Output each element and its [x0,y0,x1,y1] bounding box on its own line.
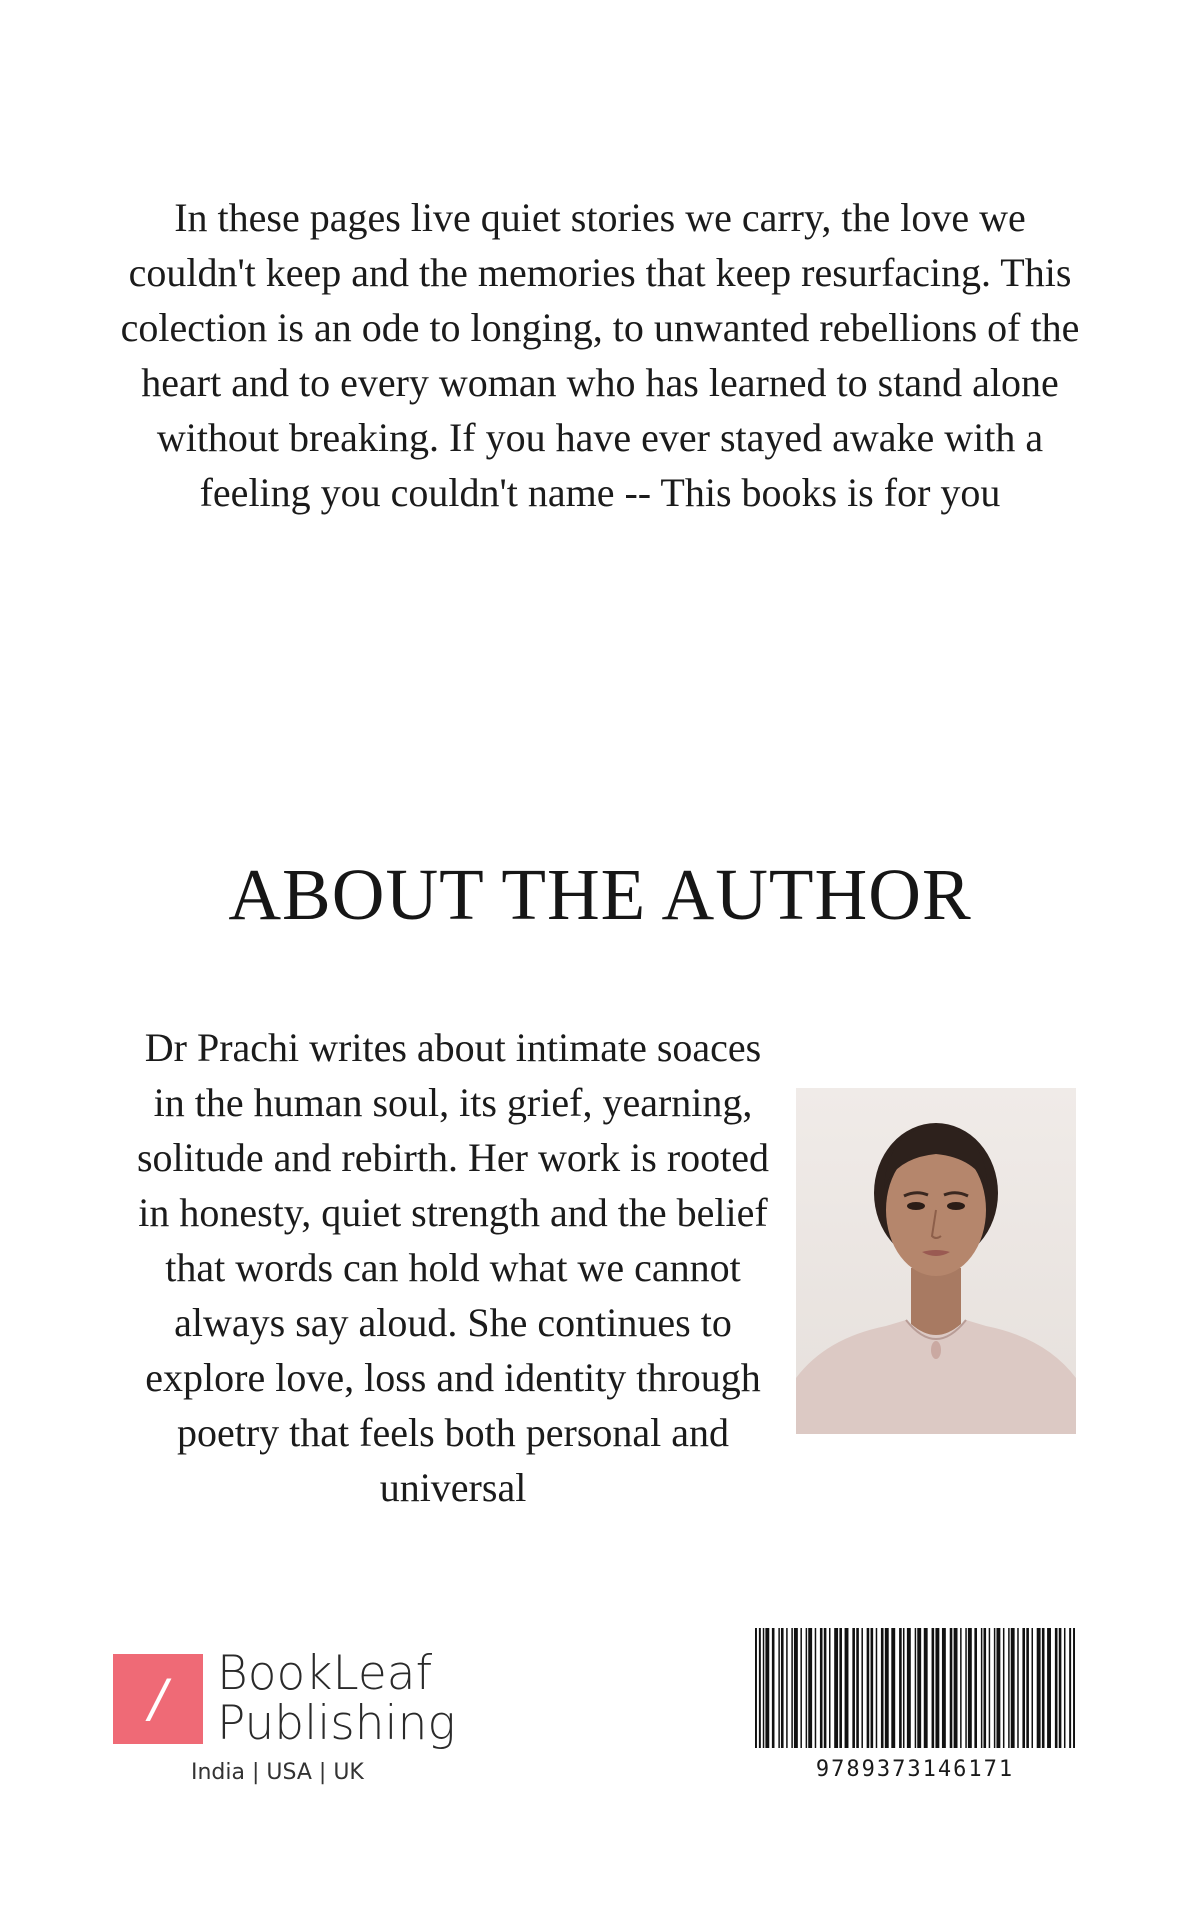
back-cover-blurb: In these pages live quiet stories we carry, the love we couldn't keep and the memories that keep resurfacing. This colection is an ode to longing, to unwanted rebellions of the heart and to every woman who has learned to stand alone without breaking. If you have ever stayed awake with a feeling you couldn't name -- This books is for you [120,195,1080,515]
barcode-bar [820,1628,823,1748]
barcode-bar [932,1628,935,1748]
barcode-bar [924,1628,928,1748]
barcode-bar [903,1628,905,1748]
publisher-name-line1: BookLeaf [217,1646,433,1701]
barcode-bar [981,1628,983,1748]
barcode-bar [839,1628,842,1748]
barcode-bar [876,1628,878,1748]
barcode-bar [917,1628,921,1748]
barcode-bar [950,1628,953,1748]
barcode-bar [1059,1628,1062,1748]
barcode-bar [1008,1628,1010,1748]
barcode-bar [1037,1628,1041,1748]
barcode-bar [852,1628,855,1748]
barcode-bar [829,1628,831,1748]
barcode-bar [942,1628,946,1748]
barcode-bar [915,1628,917,1748]
barcode-bar [968,1628,972,1748]
isbn-number: 9789373146171 [815,1757,1015,1782]
barcode-bar [907,1628,911,1748]
barcode-bar [989,1628,991,1748]
barcode-bar [867,1628,870,1748]
publisher-logo [113,1646,456,1785]
barcode-bar [974,1628,977,1748]
barcode-bar [791,1628,793,1748]
barcode-bar [1055,1628,1058,1748]
barcode-bar [824,1628,827,1748]
barcode-bar [815,1628,817,1748]
barcode-bar [935,1628,939,1748]
barcode-bar [1003,1628,1005,1748]
barcode-bar [806,1628,808,1748]
barcode-bar [861,1628,863,1748]
barcode-bar [1069,1628,1071,1748]
barcode-bar [899,1628,902,1748]
barcode-bar [1026,1628,1029,1748]
barcode-bar [871,1628,874,1748]
barcode-bar [834,1628,838,1748]
barcode-bar [1032,1628,1034,1748]
slash-icon: / [149,1669,167,1729]
about-author-heading: ABOUT THE AUTHOR [228,854,972,935]
barcode-bar [759,1628,761,1748]
barcode-bar [765,1628,769,1748]
barcode [755,1628,1075,1748]
barcode-bar [856,1628,859,1748]
barcode-bar [954,1628,958,1748]
barcode-bar [763,1628,765,1748]
barcode-bar [808,1628,812,1748]
barcode-bar [800,1628,802,1748]
barcode-bar [996,1628,1000,1748]
barcode-bar [1042,1628,1045,1748]
barcode-bar [881,1628,884,1748]
author-photo [796,1088,1076,1434]
barcode-bar [1011,1628,1015,1748]
barcode-bar [755,1628,757,1748]
barcode-bar [1017,1628,1019,1748]
barcode-bar [965,1628,967,1748]
barcode-bar [1064,1628,1066,1748]
barcode-bar [781,1628,784,1748]
barcode-bar [786,1628,788,1748]
barcode-bar [1047,1628,1051,1748]
barcode-bar [794,1628,798,1748]
barcode-bar [778,1628,780,1748]
barcode-bar [994,1628,996,1748]
publisher-regions: India | USA | UK [191,1760,364,1785]
barcode-bar [960,1628,962,1748]
barcode-bar [1022,1628,1025,1748]
barcode-bar [891,1628,895,1748]
barcode-bar [885,1628,889,1748]
barcode-bar [772,1628,775,1748]
barcode-bar [983,1628,986,1748]
barcode-bar [845,1628,849,1748]
barcode-bar [1073,1628,1075,1748]
publisher-name-line2: Publishing [217,1696,456,1751]
author-bio: Dr Prachi writes about intimate soaces in the human soul, its grief, yearning, solitude and rebirth. Her work is rooted in honesty, quiet strength and the belief that words can hold what we cannot always say aloud. She continues to explore love, loss and identity through poetry that feels both personal and universal [136,1025,770,1510]
